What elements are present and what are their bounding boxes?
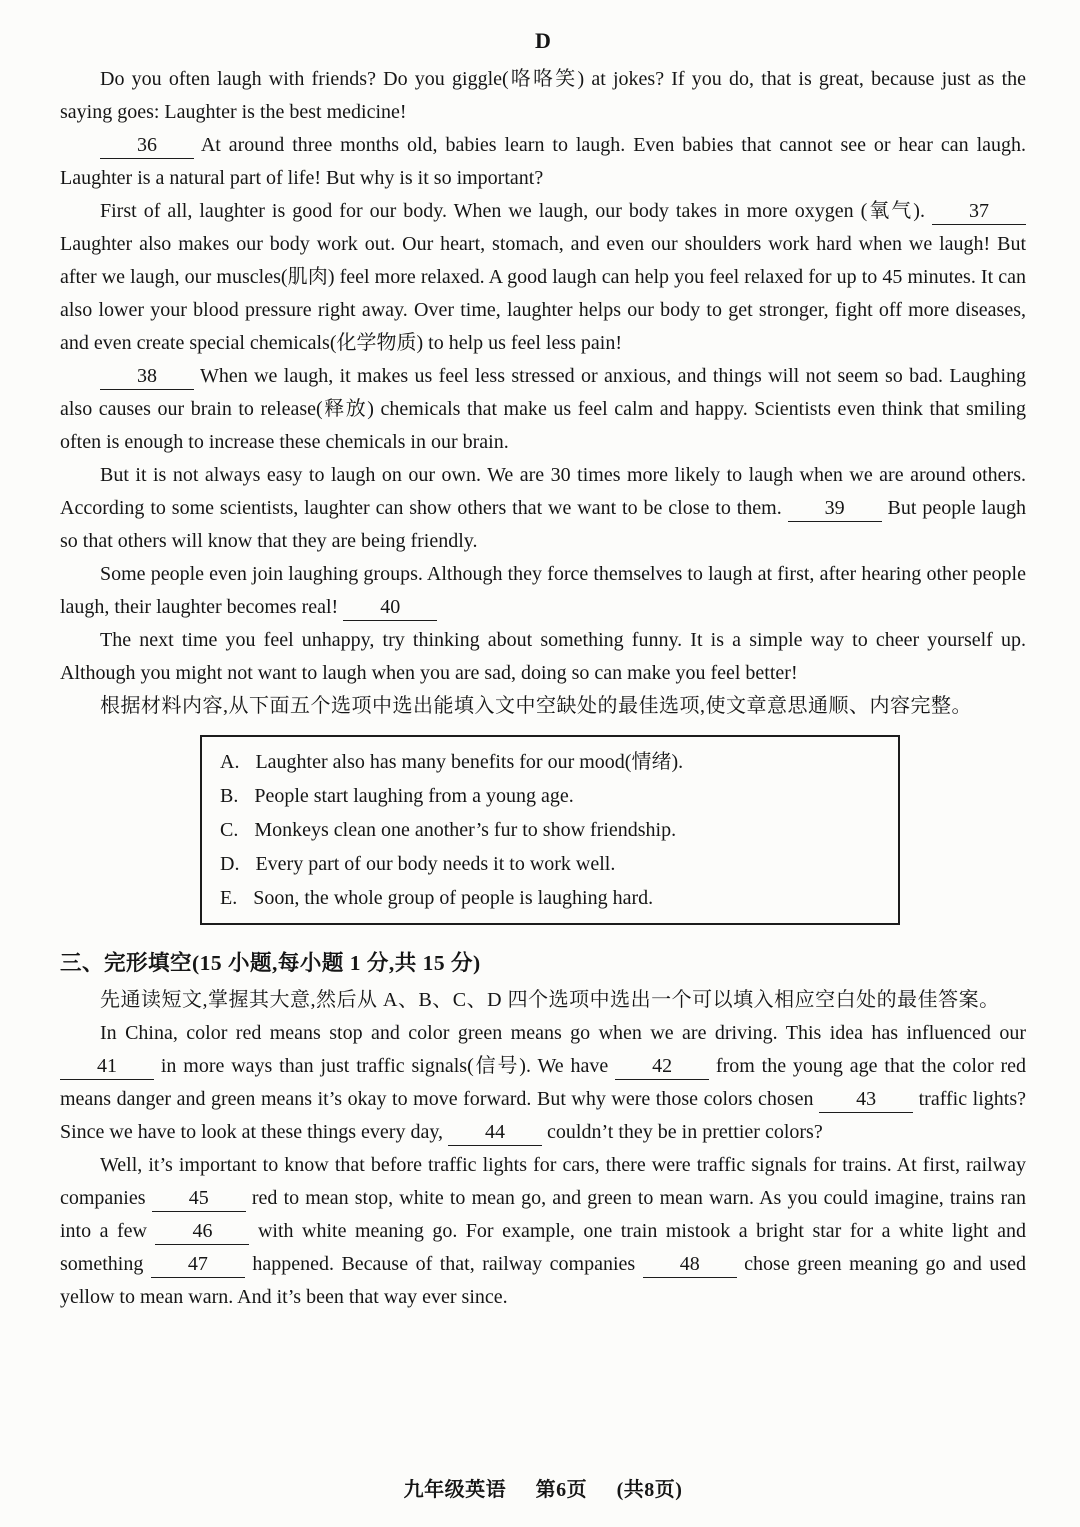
footer-page-number: 第6页 <box>535 1479 588 1501</box>
option-text: Laughter also has many benefits for our mood(情绪). <box>255 751 684 773</box>
option-label: E. <box>220 887 238 909</box>
paragraph-text: But it is not always easy to laugh on our own. We are 30 times more likely to laugh when we are around others. According to some scientists, laughter can show others that we want to be close to them. <box>60 464 1026 519</box>
option-label: B. <box>220 785 239 807</box>
footer-course: 九年级英语 <box>403 1479 507 1501</box>
option-d <box>220 847 880 881</box>
blank-36: 36 <box>100 132 194 159</box>
blank-40: 40 <box>343 594 437 621</box>
blank-38: 38 <box>100 363 194 390</box>
cloze-paragraph-1 <box>60 1017 1026 1149</box>
paragraph-text: Laughter also makes our body work out. Our heart, stomach, and even our shoulders work hard when we laugh! But after we laugh, our muscles(肌肉) feel more relaxed. A good laugh can help you feel relaxed for up to 45 minutes. It can also lower your blood pressure right away. Over time, laughter helps our body to get stronger, fight off more diseases, and even create special chemicals(化学物质) to help us feel less pain! <box>60 233 1026 354</box>
reading-paragraph-5 <box>60 459 1026 558</box>
cloze-instruction: 先通读短文,掌握其大意,然后从 A、B、C、D 四个选项中选出一个可以填入相应空白处的最佳答案。 <box>100 989 1000 1011</box>
cloze-paragraph-2 <box>60 1149 1026 1314</box>
paragraph-text: First of all, laughter is good for our body. When we laugh, our body takes in more oxygen (氧气). <box>100 200 932 222</box>
paragraph-text: In China, color red means stop and color green means go when we are driving. This idea has influenced our <box>100 1022 1026 1044</box>
paragraph-text: Some people even join laughing groups. Although they force themselves to laugh at first, after hearing other people laugh, their laughter becomes real! <box>60 563 1026 618</box>
reading-paragraph-4 <box>60 360 1026 459</box>
section-heading-cloze: 三、完形填空(15 小题,每小题 1 分,共 15 分) <box>60 951 481 975</box>
section-letter: D <box>535 28 551 53</box>
option-text: Soon, the whole group of people is laughing hard. <box>253 887 654 909</box>
paragraph-text: red to mean stop, white to mean go, and green to mean warn. As you could imagine, trains ran into a few <box>60 1187 1026 1242</box>
paragraph-text: in more ways than just traffic signals(信号). We have <box>154 1055 616 1077</box>
blank-47: 47 <box>151 1251 245 1278</box>
reading-paragraph-6 <box>60 558 1026 624</box>
paragraph-text: traffic lights? Since we have to look at these things every day, <box>60 1088 1026 1143</box>
reading-paragraph-3 <box>60 195 1026 360</box>
blank-44: 44 <box>448 1119 542 1146</box>
paragraph-text: happened. Because of that, railway companies <box>244 1253 643 1275</box>
paragraph-text: from the young age that the color red means danger and green means it’s okay to move forward. But why were those colors chosen <box>60 1055 1026 1110</box>
option-text: People start laughing from a young age. <box>254 785 574 807</box>
option-label: A. <box>220 751 240 773</box>
option-e <box>220 881 880 915</box>
options-box <box>200 735 900 925</box>
paragraph-text: But people laugh so that others will know that they are being friendly. <box>60 497 1026 552</box>
paragraph-text: The next time you feel unhappy, try thinking about something funny. It is a simple way to cheer yourself up. Although you might not want to laugh when you are sad, doing so can make you feel better! <box>60 629 1026 684</box>
reading-paragraph-2 <box>60 129 1026 195</box>
reading-paragraph-1 <box>60 63 1026 129</box>
blank-39: 39 <box>788 495 882 522</box>
paragraph-text: chose green meaning go and used yellow to mean warn. And it’s been that way ever since. <box>60 1253 1026 1308</box>
option-b <box>220 779 880 813</box>
paragraph-text: Do you often laugh with friends? Do you giggle(咯咯笑) at jokes? If you do, that is great, because just as the saying goes: Laughter is the best medicine! <box>60 68 1026 123</box>
reading-instruction: 根据材料内容,从下面五个选项中选出能填入文中空缺处的最佳选项,使文章意思通顺、内容完整。 <box>100 695 972 717</box>
paragraph-text: When we laugh, it makes us feel less stressed or anxious, and things will not seem so bad. Laughing also causes our brain to release(释放) chemicals that make us feel calm and happy. Scientists even think that smiling often is enough to increase these chemicals in our brain. <box>60 365 1026 453</box>
paragraph-text: At around three months old, babies learn to laugh. Even babies that cannot see or hear can laugh. Laughter is a natural part of life! But why is it so important? <box>60 134 1026 189</box>
reading-paragraph-7 <box>60 624 1026 690</box>
blank-37: 37 <box>932 198 1026 225</box>
option-text: Every part of our body needs it to work well. <box>255 853 616 875</box>
blank-41: 41 <box>60 1053 154 1080</box>
paragraph-text: with white meaning go. For example, one train mistook a bright star for a white light and something <box>60 1220 1026 1275</box>
option-label: C. <box>220 819 239 841</box>
page-footer <box>60 1446 1026 1507</box>
blank-48: 48 <box>643 1251 737 1278</box>
option-label: D. <box>220 853 240 875</box>
paragraph-text: Well, it’s important to know that before traffic lights for cars, there were traffic signals for trains. At first, railway companies <box>60 1154 1026 1209</box>
blank-46: 46 <box>155 1218 249 1245</box>
blank-45: 45 <box>152 1185 246 1212</box>
blank-43: 43 <box>819 1086 913 1113</box>
option-text: Monkeys clean one another’s fur to show friendship. <box>254 819 677 841</box>
paragraph-text: couldn’t they be in prettier colors? <box>542 1121 823 1143</box>
blank-42: 42 <box>615 1053 709 1080</box>
option-c <box>220 813 880 847</box>
footer-total-pages: (共8页) <box>616 1479 683 1501</box>
option-a <box>220 745 880 779</box>
